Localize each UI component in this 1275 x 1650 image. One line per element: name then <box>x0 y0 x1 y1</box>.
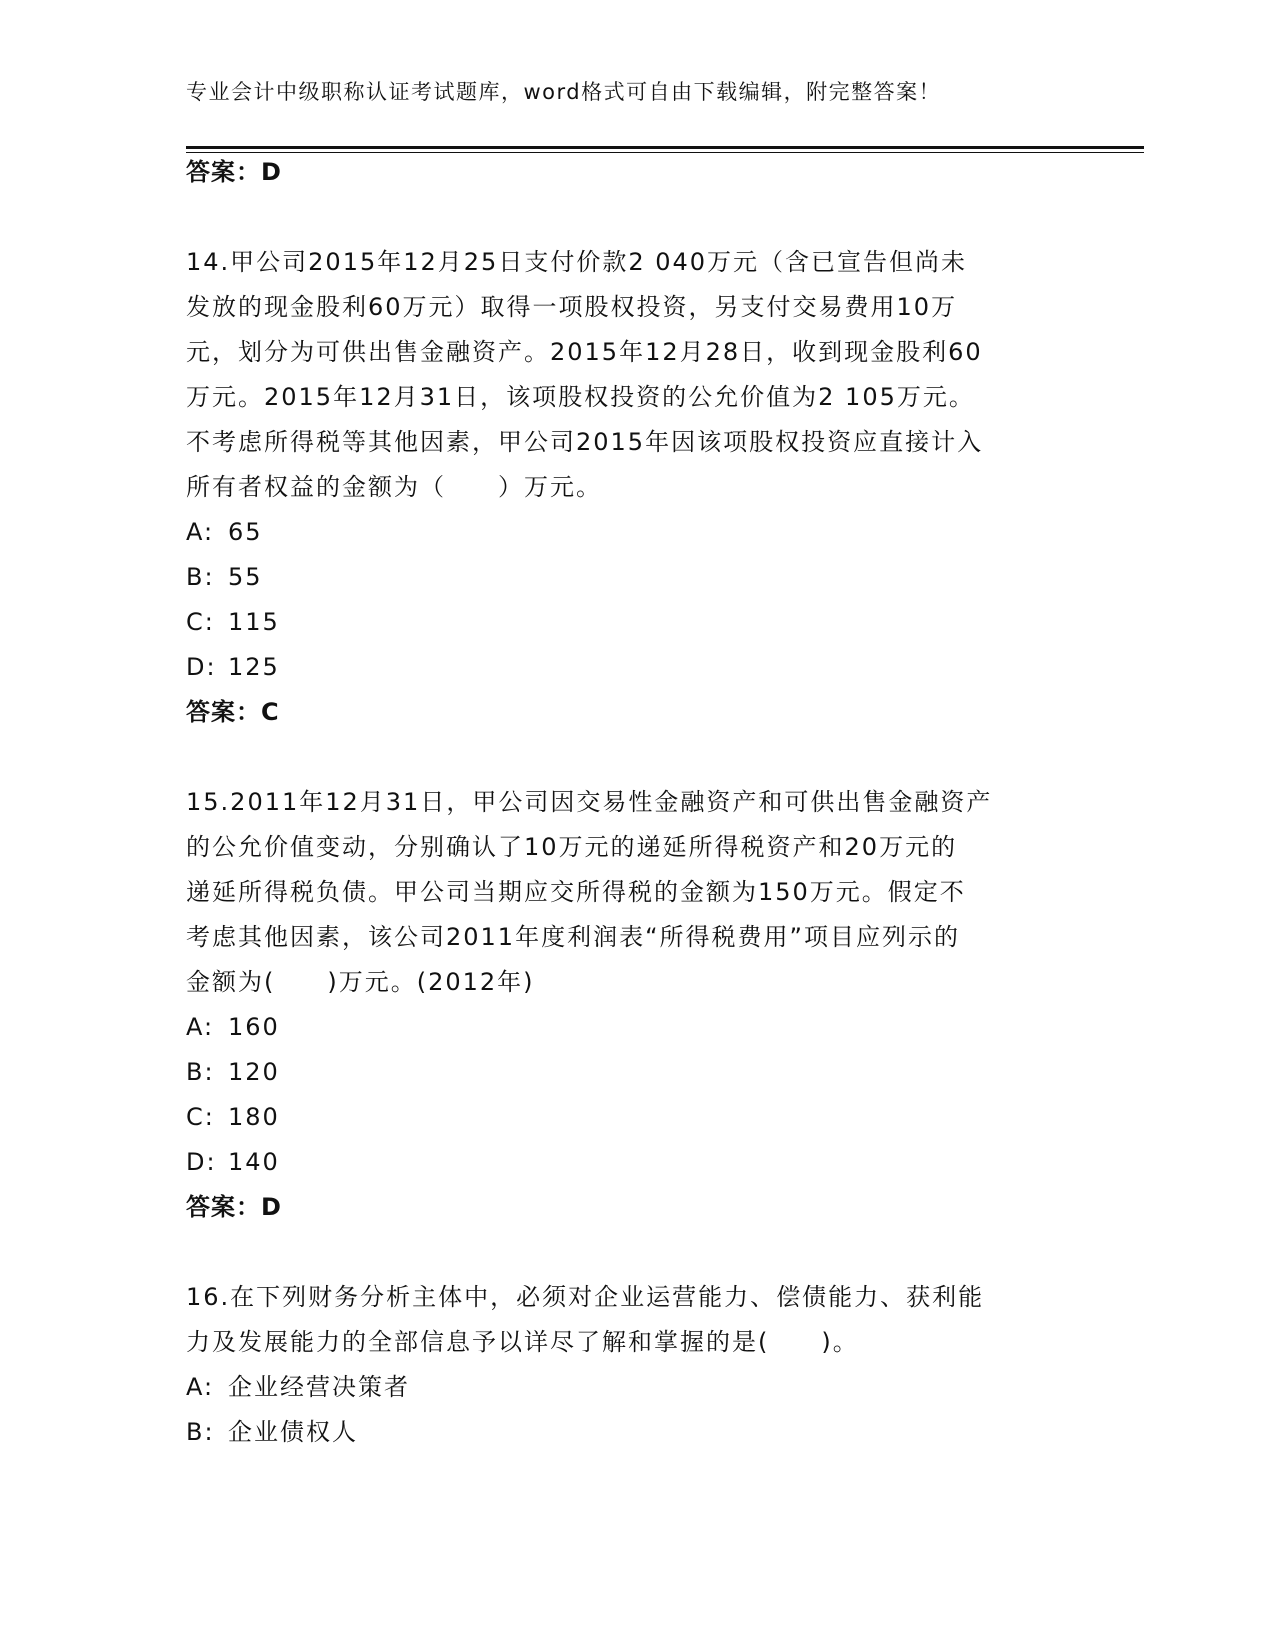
option-key: D: <box>186 1148 217 1176</box>
question-content <box>186 150 1086 1455</box>
page-header: 专业会计中级职称认证考试题库，word格式可自由下载编辑，附完整答案！ <box>186 80 942 104</box>
option-text: 115 <box>228 608 280 636</box>
option-b <box>186 1050 1086 1095</box>
question-text-line: 元，划分为可供出售金融资产。2015年12月28日，收到现金股利60 <box>186 338 983 366</box>
option-text: 65 <box>228 518 263 546</box>
question-text-line: 14.甲公司2015年12月25日支付价款2 040万元（含已宣告但尚未 <box>186 248 968 276</box>
question-text-line: 考虑其他因素，该公司2011年度利润表“所得税费用”项目应列示的 <box>186 923 960 951</box>
spacer <box>186 1230 1086 1275</box>
question-text-line: 递延所得税负债。甲公司当期应交所得税的金额为150万元。假定不 <box>186 878 966 906</box>
answer-line: 答案：D <box>186 1193 282 1221</box>
option-key: A: <box>186 1013 215 1041</box>
question-block <box>186 1275 1086 1455</box>
option-key: A: <box>186 518 215 546</box>
option-key: B: <box>186 563 215 591</box>
option-text: 120 <box>228 1058 280 1086</box>
option-text: 企业债权人 <box>228 1418 358 1446</box>
header-rule-thick <box>186 146 1144 149</box>
question-text-line: 16.在下列财务分析主体中，必须对企业运营能力、偿债能力、获利能 <box>186 1283 985 1311</box>
option-key: C: <box>186 608 215 636</box>
question-text-line: 所有者权益的金额为（ ）万元。 <box>186 473 602 501</box>
question-text-line: 发放的现金股利60万元）取得一项股权投资，另支付交易费用10万 <box>186 293 958 321</box>
question-text-line: 的公允价值变动，分别确认了10万元的递延所得税资产和20万元的 <box>186 833 958 861</box>
option-d <box>186 645 1086 690</box>
option-key: D: <box>186 653 217 681</box>
option-a <box>186 510 1086 555</box>
answer-line: 答案：D <box>186 158 282 186</box>
option-text: 180 <box>228 1103 280 1131</box>
question-text-line: 不考虑所得税等其他因素，甲公司2015年因该项股权投资应直接计入 <box>186 428 984 456</box>
option-key: C: <box>186 1103 215 1131</box>
option-c <box>186 600 1086 645</box>
answer-line: 答案：C <box>186 698 280 726</box>
question-block <box>186 240 1086 735</box>
option-b <box>186 1410 1086 1455</box>
option-c <box>186 1095 1086 1140</box>
question-text-line: 金额为( )万元。(2012年) <box>186 968 535 996</box>
option-d <box>186 1140 1086 1185</box>
option-b <box>186 555 1086 600</box>
option-text: 企业经营决策者 <box>228 1373 410 1401</box>
option-a <box>186 1365 1086 1410</box>
option-key: B: <box>186 1418 215 1446</box>
spacer <box>186 195 1086 240</box>
option-text: 125 <box>228 653 280 681</box>
question-block <box>186 780 1086 1230</box>
option-a <box>186 1005 1086 1050</box>
option-key: B: <box>186 1058 215 1086</box>
option-key: A: <box>186 1373 215 1401</box>
option-text: 140 <box>228 1148 280 1176</box>
spacer <box>186 735 1086 780</box>
question-text-line: 15.2011年12月31日，甲公司因交易性金融资产和可供出售金融资产 <box>186 788 993 816</box>
question-text-line: 力及发展能力的全部信息予以详尽了解和掌握的是( )。 <box>186 1328 859 1356</box>
question-text-line: 万元。2015年12月31日，该项股权投资的公允价值为2 105万元。 <box>186 383 975 411</box>
option-text: 160 <box>228 1013 280 1041</box>
option-text: 55 <box>228 563 263 591</box>
